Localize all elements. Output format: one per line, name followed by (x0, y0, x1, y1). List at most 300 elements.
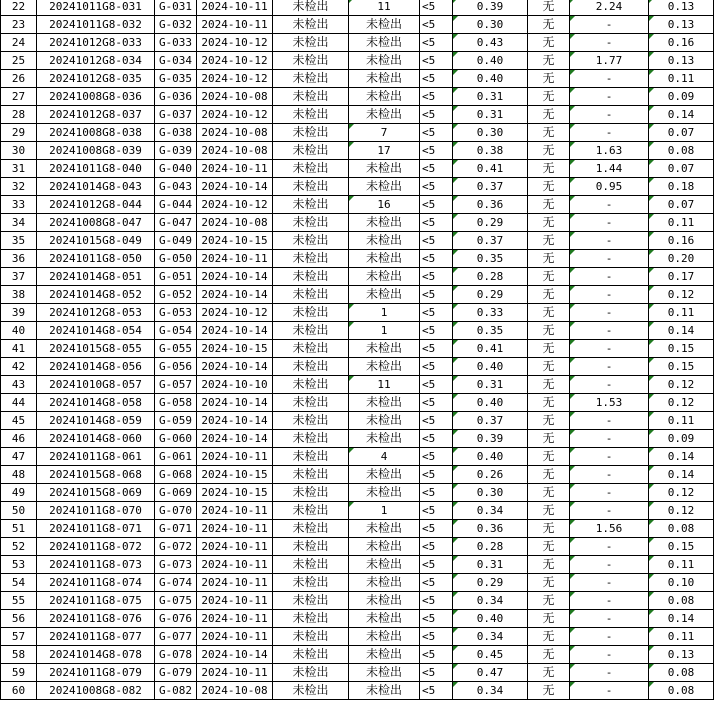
cell-value-2[interactable]: - (570, 34, 649, 52)
cell-value-1[interactable]: 0.29 (453, 574, 528, 592)
cell-value-3[interactable]: 0.07 (649, 124, 714, 142)
cell-value-2[interactable]: 2.24 (570, 0, 649, 16)
cell-index[interactable]: 31 (1, 160, 37, 178)
cell-value-3[interactable]: 0.09 (649, 430, 714, 448)
cell-result-2[interactable]: 未检出 (349, 268, 420, 286)
cell-point[interactable]: G-057 (155, 376, 197, 394)
cell-result-1[interactable]: 未检出 (273, 628, 349, 646)
cell-result-1[interactable]: 未检出 (273, 232, 349, 250)
cell-date[interactable]: 2024-10-11 (197, 520, 273, 538)
cell-value-3[interactable]: 0.13 (649, 0, 714, 16)
cell-value-3[interactable]: 0.13 (649, 16, 714, 34)
cell-result-1[interactable]: 未检出 (273, 304, 349, 322)
cell-value-2[interactable]: - (570, 538, 649, 556)
cell-result-1[interactable]: 未检出 (273, 322, 349, 340)
cell-point[interactable]: G-049 (155, 232, 197, 250)
cell-point[interactable]: G-032 (155, 16, 197, 34)
cell-result-2[interactable]: 未检出 (349, 358, 420, 376)
cell-date[interactable]: 2024-10-14 (197, 646, 273, 664)
cell-value-3[interactable]: 0.14 (649, 610, 714, 628)
cell-date[interactable]: 2024-10-12 (197, 52, 273, 70)
cell-result-2[interactable]: 1 (349, 322, 420, 340)
cell-result-2[interactable]: 未检出 (349, 394, 420, 412)
cell-flag[interactable]: 无 (528, 250, 570, 268)
cell-point[interactable]: G-047 (155, 214, 197, 232)
cell-flag[interactable]: 无 (528, 520, 570, 538)
cell-result-2[interactable]: 未检出 (349, 628, 420, 646)
cell-sample-id[interactable]: 20241008G8-047 (37, 214, 155, 232)
cell-sample-id[interactable]: 20241012G8-037 (37, 106, 155, 124)
cell-value-1[interactable]: 0.39 (453, 0, 528, 16)
cell-point[interactable]: G-059 (155, 412, 197, 430)
cell-result-1[interactable]: 未检出 (273, 610, 349, 628)
cell-point[interactable]: G-078 (155, 646, 197, 664)
cell-value-1[interactable]: 0.34 (453, 502, 528, 520)
cell-point[interactable]: G-072 (155, 538, 197, 556)
cell-value-3[interactable]: 0.07 (649, 160, 714, 178)
cell-value-3[interactable]: 0.11 (649, 70, 714, 88)
cell-point[interactable]: G-043 (155, 178, 197, 196)
cell-result-2[interactable]: 16 (349, 196, 420, 214)
cell-value-3[interactable]: 0.08 (649, 682, 714, 700)
cell-sample-id[interactable]: 20241008G8-039 (37, 142, 155, 160)
cell-sample-id[interactable]: 20241012G8-035 (37, 70, 155, 88)
cell-result-1[interactable]: 未检出 (273, 646, 349, 664)
cell-result-2[interactable]: 未检出 (349, 430, 420, 448)
cell-value-3[interactable]: 0.11 (649, 556, 714, 574)
cell-value-3[interactable]: 0.08 (649, 592, 714, 610)
cell-index[interactable]: 47 (1, 448, 37, 466)
cell-flag[interactable]: 无 (528, 646, 570, 664)
cell-value-3[interactable]: 0.18 (649, 178, 714, 196)
cell-result-1[interactable]: 未检出 (273, 52, 349, 70)
cell-result-1[interactable]: 未检出 (273, 196, 349, 214)
cell-value-2[interactable]: 0.95 (570, 178, 649, 196)
cell-sample-id[interactable]: 20241011G8-071 (37, 520, 155, 538)
cell-flag[interactable]: 无 (528, 610, 570, 628)
cell-value-1[interactable]: 0.30 (453, 16, 528, 34)
cell-date[interactable]: 2024-10-14 (197, 286, 273, 304)
cell-sample-id[interactable]: 20241008G8-036 (37, 88, 155, 106)
cell-value-2[interactable]: - (570, 664, 649, 682)
cell-value-2[interactable]: - (570, 466, 649, 484)
cell-index[interactable]: 32 (1, 178, 37, 196)
cell-flag[interactable]: 无 (528, 232, 570, 250)
cell-index[interactable]: 28 (1, 106, 37, 124)
cell-value-1[interactable]: 0.29 (453, 286, 528, 304)
cell-result-1[interactable]: 未检出 (273, 0, 349, 16)
cell-value-2[interactable]: - (570, 502, 649, 520)
cell-date[interactable]: 2024-10-12 (197, 106, 273, 124)
cell-result-2[interactable]: 未检出 (349, 574, 420, 592)
cell-sample-id[interactable]: 20241011G8-031 (37, 0, 155, 16)
cell-point[interactable]: G-071 (155, 520, 197, 538)
cell-point[interactable]: G-051 (155, 268, 197, 286)
cell-flag[interactable]: 无 (528, 124, 570, 142)
cell-value-3[interactable]: 0.08 (649, 664, 714, 682)
cell-result-2[interactable]: 未检出 (349, 52, 420, 70)
cell-result-2[interactable]: 7 (349, 124, 420, 142)
cell-index[interactable]: 30 (1, 142, 37, 160)
cell-sample-id[interactable]: 20241015G8-055 (37, 340, 155, 358)
cell-result-2[interactable]: 未检出 (349, 286, 420, 304)
cell-date[interactable]: 2024-10-14 (197, 268, 273, 286)
cell-index[interactable]: 23 (1, 16, 37, 34)
cell-flag[interactable]: 无 (528, 34, 570, 52)
cell-flag[interactable]: 无 (528, 16, 570, 34)
cell-sample-id[interactable]: 20241011G8-072 (37, 538, 155, 556)
cell-index[interactable]: 29 (1, 124, 37, 142)
cell-date[interactable]: 2024-10-11 (197, 664, 273, 682)
cell-result-1[interactable]: 未检出 (273, 664, 349, 682)
cell-value-2[interactable]: - (570, 70, 649, 88)
cell-value-2[interactable]: - (570, 484, 649, 502)
cell-date[interactable]: 2024-10-15 (197, 232, 273, 250)
cell-value-2[interactable]: - (570, 556, 649, 574)
cell-point[interactable]: G-055 (155, 340, 197, 358)
cell-value-2[interactable]: - (570, 412, 649, 430)
cell-flag[interactable]: 无 (528, 484, 570, 502)
cell-point[interactable]: G-036 (155, 88, 197, 106)
cell-index[interactable]: 41 (1, 340, 37, 358)
cell-index[interactable]: 50 (1, 502, 37, 520)
cell-limit[interactable]: <5 (420, 484, 453, 502)
cell-date[interactable]: 2024-10-14 (197, 358, 273, 376)
cell-index[interactable]: 37 (1, 268, 37, 286)
cell-value-1[interactable]: 0.39 (453, 430, 528, 448)
cell-result-1[interactable]: 未检出 (273, 178, 349, 196)
cell-point[interactable]: G-038 (155, 124, 197, 142)
cell-flag[interactable]: 无 (528, 574, 570, 592)
cell-limit[interactable]: <5 (420, 214, 453, 232)
cell-index[interactable]: 58 (1, 646, 37, 664)
cell-date[interactable]: 2024-10-15 (197, 466, 273, 484)
cell-date[interactable]: 2024-10-15 (197, 484, 273, 502)
cell-value-1[interactable]: 0.36 (453, 520, 528, 538)
cell-date[interactable]: 2024-10-11 (197, 502, 273, 520)
cell-date[interactable]: 2024-10-12 (197, 70, 273, 88)
cell-sample-id[interactable]: 20241014G8-051 (37, 268, 155, 286)
cell-result-1[interactable]: 未检出 (273, 88, 349, 106)
cell-value-2[interactable]: - (570, 340, 649, 358)
cell-point[interactable]: G-076 (155, 610, 197, 628)
cell-sample-id[interactable]: 20241011G8-061 (37, 448, 155, 466)
cell-value-2[interactable]: - (570, 610, 649, 628)
cell-value-1[interactable]: 0.28 (453, 538, 528, 556)
cell-index[interactable]: 51 (1, 520, 37, 538)
cell-flag[interactable]: 无 (528, 430, 570, 448)
cell-flag[interactable]: 无 (528, 448, 570, 466)
cell-index[interactable]: 35 (1, 232, 37, 250)
cell-limit[interactable]: <5 (420, 160, 453, 178)
cell-limit[interactable]: <5 (420, 142, 453, 160)
cell-limit[interactable]: <5 (420, 412, 453, 430)
cell-value-2[interactable]: - (570, 358, 649, 376)
cell-point[interactable]: G-075 (155, 592, 197, 610)
cell-value-3[interactable]: 0.11 (649, 412, 714, 430)
cell-point[interactable]: G-079 (155, 664, 197, 682)
cell-index[interactable]: 53 (1, 556, 37, 574)
cell-index[interactable]: 33 (1, 196, 37, 214)
cell-value-3[interactable]: 0.08 (649, 520, 714, 538)
cell-flag[interactable]: 无 (528, 142, 570, 160)
cell-index[interactable]: 57 (1, 628, 37, 646)
cell-result-1[interactable]: 未检出 (273, 124, 349, 142)
cell-point[interactable]: G-052 (155, 286, 197, 304)
cell-result-2[interactable]: 未检出 (349, 610, 420, 628)
cell-sample-id[interactable]: 20241011G8-075 (37, 592, 155, 610)
cell-point[interactable]: G-053 (155, 304, 197, 322)
cell-date[interactable]: 2024-10-08 (197, 682, 273, 700)
cell-index[interactable]: 25 (1, 52, 37, 70)
cell-value-3[interactable]: 0.13 (649, 646, 714, 664)
cell-value-1[interactable]: 0.26 (453, 466, 528, 484)
cell-point[interactable]: G-056 (155, 358, 197, 376)
cell-value-3[interactable]: 0.09 (649, 88, 714, 106)
cell-sample-id[interactable]: 20241011G8-076 (37, 610, 155, 628)
cell-date[interactable]: 2024-10-08 (197, 214, 273, 232)
cell-limit[interactable]: <5 (420, 664, 453, 682)
cell-value-1[interactable]: 0.30 (453, 484, 528, 502)
cell-point[interactable]: G-069 (155, 484, 197, 502)
cell-sample-id[interactable]: 20241014G8-043 (37, 178, 155, 196)
cell-value-1[interactable]: 0.34 (453, 682, 528, 700)
cell-result-2[interactable]: 未检出 (349, 232, 420, 250)
cell-result-1[interactable]: 未检出 (273, 430, 349, 448)
cell-value-3[interactable]: 0.11 (649, 304, 714, 322)
cell-result-1[interactable]: 未检出 (273, 682, 349, 700)
cell-point[interactable]: G-039 (155, 142, 197, 160)
cell-point[interactable]: G-082 (155, 682, 197, 700)
cell-limit[interactable]: <5 (420, 592, 453, 610)
cell-value-1[interactable]: 0.41 (453, 160, 528, 178)
cell-flag[interactable]: 无 (528, 0, 570, 16)
cell-value-2[interactable]: 1.63 (570, 142, 649, 160)
cell-value-3[interactable]: 0.13 (649, 52, 714, 70)
cell-point[interactable]: G-050 (155, 250, 197, 268)
cell-result-1[interactable]: 未检出 (273, 520, 349, 538)
cell-limit[interactable]: <5 (420, 538, 453, 556)
cell-date[interactable]: 2024-10-12 (197, 304, 273, 322)
cell-result-2[interactable]: 未检出 (349, 592, 420, 610)
cell-flag[interactable]: 无 (528, 682, 570, 700)
cell-value-2[interactable]: - (570, 124, 649, 142)
cell-value-3[interactable]: 0.10 (649, 574, 714, 592)
cell-flag[interactable]: 无 (528, 358, 570, 376)
cell-limit[interactable]: <5 (420, 52, 453, 70)
cell-result-1[interactable]: 未检出 (273, 70, 349, 88)
cell-index[interactable]: 46 (1, 430, 37, 448)
cell-value-1[interactable]: 0.43 (453, 34, 528, 52)
cell-value-2[interactable]: - (570, 232, 649, 250)
cell-result-1[interactable]: 未检出 (273, 394, 349, 412)
cell-limit[interactable]: <5 (420, 124, 453, 142)
cell-point[interactable]: G-035 (155, 70, 197, 88)
cell-date[interactable]: 2024-10-11 (197, 0, 273, 16)
cell-index[interactable]: 40 (1, 322, 37, 340)
cell-value-1[interactable]: 0.31 (453, 88, 528, 106)
cell-flag[interactable]: 无 (528, 502, 570, 520)
cell-date[interactable]: 2024-10-11 (197, 16, 273, 34)
cell-sample-id[interactable]: 20241014G8-054 (37, 322, 155, 340)
cell-value-1[interactable]: 0.31 (453, 106, 528, 124)
cell-value-1[interactable]: 0.31 (453, 556, 528, 574)
cell-sample-id[interactable]: 20241014G8-056 (37, 358, 155, 376)
cell-flag[interactable]: 无 (528, 268, 570, 286)
cell-flag[interactable]: 无 (528, 178, 570, 196)
cell-value-3[interactable]: 0.08 (649, 142, 714, 160)
cell-value-1[interactable]: 0.30 (453, 124, 528, 142)
cell-value-1[interactable]: 0.34 (453, 592, 528, 610)
cell-sample-id[interactable]: 20241008G8-038 (37, 124, 155, 142)
cell-value-1[interactable]: 0.40 (453, 358, 528, 376)
cell-sample-id[interactable]: 20241010G8-057 (37, 376, 155, 394)
cell-value-2[interactable]: - (570, 88, 649, 106)
cell-sample-id[interactable]: 20241014G8-059 (37, 412, 155, 430)
cell-value-1[interactable]: 0.37 (453, 232, 528, 250)
cell-sample-id[interactable]: 20241011G8-079 (37, 664, 155, 682)
cell-result-1[interactable]: 未检出 (273, 538, 349, 556)
cell-value-3[interactable]: 0.17 (649, 268, 714, 286)
cell-sample-id[interactable]: 20241011G8-050 (37, 250, 155, 268)
cell-point[interactable]: G-031 (155, 0, 197, 16)
cell-value-3[interactable]: 0.11 (649, 214, 714, 232)
cell-limit[interactable]: <5 (420, 88, 453, 106)
cell-value-1[interactable]: 0.36 (453, 196, 528, 214)
cell-point[interactable]: G-068 (155, 466, 197, 484)
cell-flag[interactable]: 无 (528, 592, 570, 610)
cell-index[interactable]: 36 (1, 250, 37, 268)
cell-flag[interactable]: 无 (528, 538, 570, 556)
cell-result-2[interactable]: 未检出 (349, 556, 420, 574)
cell-limit[interactable]: <5 (420, 376, 453, 394)
cell-date[interactable]: 2024-10-11 (197, 538, 273, 556)
cell-point[interactable]: G-044 (155, 196, 197, 214)
cell-flag[interactable]: 无 (528, 106, 570, 124)
cell-result-2[interactable]: 未检出 (349, 88, 420, 106)
cell-point[interactable]: G-054 (155, 322, 197, 340)
cell-sample-id[interactable]: 20241011G8-032 (37, 16, 155, 34)
cell-result-1[interactable]: 未检出 (273, 502, 349, 520)
cell-sample-id[interactable]: 20241015G8-049 (37, 232, 155, 250)
cell-value-1[interactable]: 0.41 (453, 340, 528, 358)
cell-result-1[interactable]: 未检出 (273, 214, 349, 232)
cell-value-2[interactable]: - (570, 592, 649, 610)
cell-value-2[interactable]: - (570, 682, 649, 700)
cell-result-2[interactable]: 未检出 (349, 412, 420, 430)
cell-sample-id[interactable]: 20241011G8-077 (37, 628, 155, 646)
cell-sample-id[interactable]: 20241015G8-068 (37, 466, 155, 484)
cell-value-1[interactable]: 0.37 (453, 412, 528, 430)
cell-date[interactable]: 2024-10-08 (197, 124, 273, 142)
cell-value-1[interactable]: 0.31 (453, 376, 528, 394)
cell-date[interactable]: 2024-10-11 (197, 610, 273, 628)
cell-value-1[interactable]: 0.40 (453, 52, 528, 70)
cell-sample-id[interactable]: 20241011G8-073 (37, 556, 155, 574)
cell-result-2[interactable]: 未检出 (349, 340, 420, 358)
cell-value-3[interactable]: 0.15 (649, 340, 714, 358)
cell-point[interactable]: G-077 (155, 628, 197, 646)
cell-result-2[interactable]: 1 (349, 502, 420, 520)
cell-value-2[interactable]: - (570, 628, 649, 646)
cell-point[interactable]: G-037 (155, 106, 197, 124)
cell-index[interactable]: 54 (1, 574, 37, 592)
cell-flag[interactable]: 无 (528, 322, 570, 340)
cell-flag[interactable]: 无 (528, 52, 570, 70)
cell-result-2[interactable]: 未检出 (349, 160, 420, 178)
cell-sample-id[interactable]: 20241011G8-040 (37, 160, 155, 178)
cell-value-3[interactable]: 0.16 (649, 232, 714, 250)
cell-limit[interactable]: <5 (420, 106, 453, 124)
cell-flag[interactable]: 无 (528, 412, 570, 430)
cell-index[interactable]: 42 (1, 358, 37, 376)
cell-result-2[interactable]: 未检出 (349, 16, 420, 34)
cell-index[interactable]: 52 (1, 538, 37, 556)
cell-index[interactable]: 55 (1, 592, 37, 610)
cell-result-2[interactable]: 17 (349, 142, 420, 160)
cell-value-2[interactable]: - (570, 106, 649, 124)
cell-value-2[interactable]: - (570, 646, 649, 664)
cell-value-2[interactable]: 1.44 (570, 160, 649, 178)
cell-result-1[interactable]: 未检出 (273, 34, 349, 52)
cell-flag[interactable]: 无 (528, 286, 570, 304)
cell-sample-id[interactable]: 20241014G8-060 (37, 430, 155, 448)
cell-index[interactable]: 26 (1, 70, 37, 88)
cell-result-1[interactable]: 未检出 (273, 268, 349, 286)
cell-point[interactable]: G-074 (155, 574, 197, 592)
cell-value-2[interactable]: 1.53 (570, 394, 649, 412)
cell-limit[interactable]: <5 (420, 322, 453, 340)
cell-result-2[interactable]: 未检出 (349, 484, 420, 502)
cell-value-1[interactable]: 0.38 (453, 142, 528, 160)
cell-result-1[interactable]: 未检出 (273, 448, 349, 466)
cell-result-2[interactable]: 未检出 (349, 682, 420, 700)
cell-value-3[interactable]: 0.12 (649, 394, 714, 412)
cell-value-2[interactable]: - (570, 304, 649, 322)
cell-date[interactable]: 2024-10-11 (197, 592, 273, 610)
cell-limit[interactable]: <5 (420, 430, 453, 448)
cell-value-3[interactable]: 0.14 (649, 466, 714, 484)
cell-limit[interactable]: <5 (420, 340, 453, 358)
cell-index[interactable]: 24 (1, 34, 37, 52)
cell-result-1[interactable]: 未检出 (273, 484, 349, 502)
cell-limit[interactable]: <5 (420, 196, 453, 214)
cell-value-1[interactable]: 0.40 (453, 610, 528, 628)
cell-result-2[interactable]: 未检出 (349, 250, 420, 268)
cell-limit[interactable]: <5 (420, 574, 453, 592)
cell-value-3[interactable]: 0.12 (649, 502, 714, 520)
cell-limit[interactable]: <5 (420, 682, 453, 700)
cell-limit[interactable]: <5 (420, 358, 453, 376)
cell-date[interactable]: 2024-10-08 (197, 88, 273, 106)
cell-value-2[interactable]: - (570, 16, 649, 34)
cell-value-2[interactable]: - (570, 430, 649, 448)
cell-result-1[interactable]: 未检出 (273, 286, 349, 304)
cell-result-1[interactable]: 未检出 (273, 412, 349, 430)
cell-result-1[interactable]: 未检出 (273, 160, 349, 178)
cell-flag[interactable]: 无 (528, 466, 570, 484)
cell-value-2[interactable]: - (570, 250, 649, 268)
cell-limit[interactable]: <5 (420, 232, 453, 250)
cell-index[interactable]: 60 (1, 682, 37, 700)
cell-limit[interactable]: <5 (420, 448, 453, 466)
cell-limit[interactable]: <5 (420, 34, 453, 52)
cell-date[interactable]: 2024-10-11 (197, 556, 273, 574)
cell-value-2[interactable]: - (570, 214, 649, 232)
cell-date[interactable]: 2024-10-12 (197, 34, 273, 52)
cell-date[interactable]: 2024-10-14 (197, 430, 273, 448)
cell-value-3[interactable]: 0.16 (649, 34, 714, 52)
